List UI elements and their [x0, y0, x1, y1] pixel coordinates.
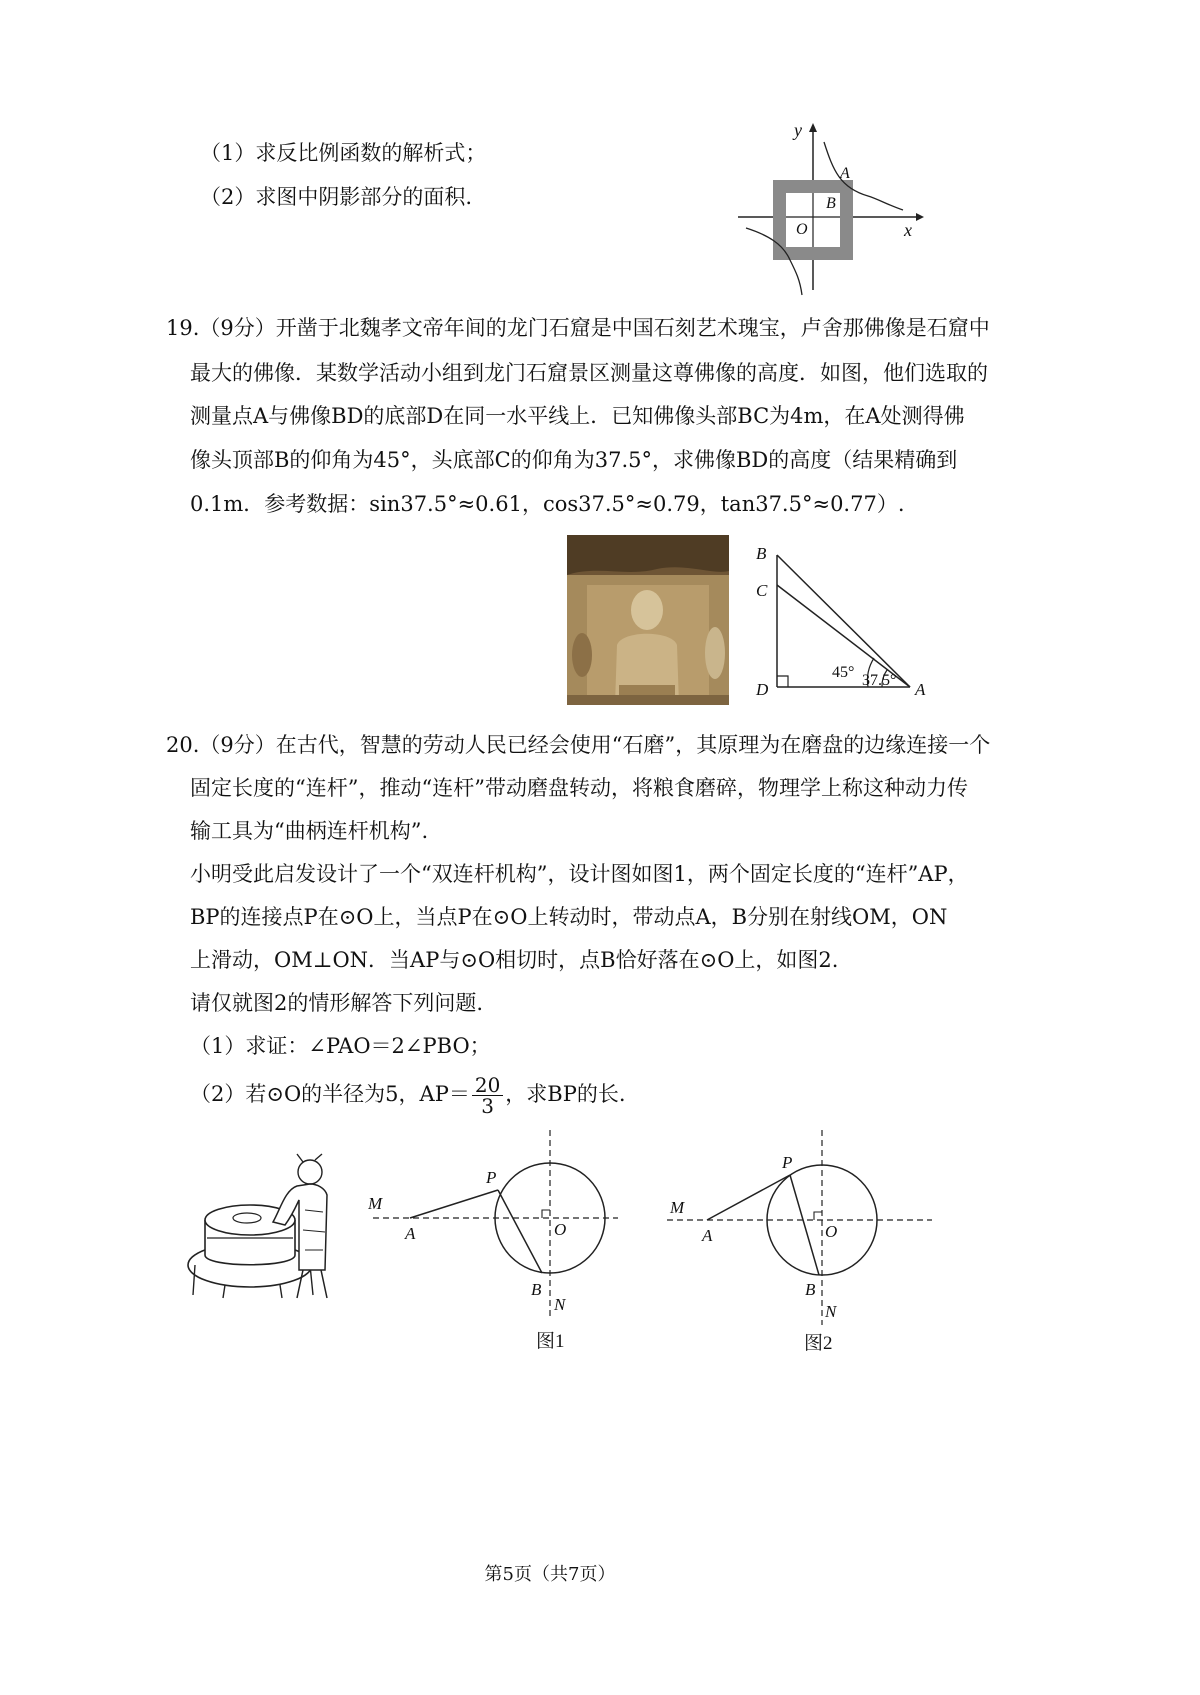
figure-1 — [368, 1125, 623, 1355]
segment-AP-tangent — [707, 1175, 790, 1220]
q20-sub1: （1）求证：∠PAO＝2∠PBO； — [190, 1034, 491, 1058]
label-M: M — [670, 1198, 685, 1217]
angle-label-45: 45° — [832, 664, 855, 681]
q20-line6: 上滑动，OM⊥ON．当AP与⊙O相切时，点B恰好落在⊙O上，如图2. — [190, 948, 839, 972]
label-y: y — [794, 120, 802, 140]
stone-mill-illustration — [185, 1150, 355, 1300]
label-C: C — [756, 581, 768, 600]
label-O: O — [554, 1220, 567, 1239]
y-axis-arrow-icon — [809, 123, 817, 132]
fraction-denominator: 3 — [481, 1094, 494, 1118]
page-footer: 第5页（共7页） — [484, 1564, 616, 1585]
label-M: M — [368, 1194, 383, 1213]
right-angle-mark — [777, 676, 788, 687]
q20-sub2-suffix: ，求BP的长. — [505, 1082, 626, 1106]
label-N: N — [825, 1302, 837, 1321]
label-O: O — [825, 1222, 838, 1241]
label-N: N — [554, 1295, 566, 1314]
label-B: B — [756, 544, 767, 563]
label-B: B — [826, 195, 836, 212]
q19-line2: 最大的佛像．某数学活动小组到龙门石窟景区测量这尊佛像的高度．如图，他们选取的 — [190, 361, 988, 385]
q19-line4: 像头顶部B的仰角为45°，头底部C的仰角为37.5°，求佛像BD的高度（结果精确到 — [190, 448, 958, 472]
fraction-20-3 — [472, 1075, 503, 1116]
buddha-photo — [567, 535, 729, 705]
label-A: A — [915, 680, 926, 699]
figure-2 — [662, 1125, 937, 1355]
right-angle-mark — [814, 1212, 822, 1220]
caption-fig2: 图2 — [804, 1333, 833, 1354]
right-angle-mark — [542, 1210, 550, 1218]
q20-line7: 请仅就图2的情形解答下列问题. — [190, 991, 484, 1015]
label-D: D — [756, 680, 769, 699]
segment-BP — [790, 1175, 819, 1275]
label-A: A — [405, 1224, 416, 1243]
q20-line3: 输工具为“曲柄连杆机构”. — [190, 819, 429, 843]
label-x: x — [904, 220, 912, 240]
label-A: A — [840, 165, 850, 182]
q20-line1: 20.（9分）在古代，智慧的劳动人民已经会使用“石磨”，其原理为在磨盘的边缘连接一个 — [166, 733, 991, 757]
q19-line5: 0.1m．参考数据：sin37.5°≈0.61，cos37.5°≈0.79，tan37.5°≈0.77）. — [190, 492, 905, 516]
q18-sub1: （1）求反比例函数的解析式； — [200, 141, 487, 165]
q20-line4: 小明受此启发设计了一个“双连杆机构”，设计图如图1，两个固定长度的“连杆”AP， — [190, 862, 969, 886]
angle-label-37-5: 37.5° — [862, 672, 897, 689]
segment-AP — [410, 1190, 498, 1218]
label-B: B — [531, 1280, 542, 1299]
q20-sub2-prefix: （2）若⊙O的半径为5，AP＝ — [190, 1082, 470, 1106]
fraction-numerator: 20 — [472, 1075, 503, 1096]
label-A: A — [702, 1226, 713, 1245]
label-P: P — [782, 1153, 793, 1172]
label-B: B — [805, 1280, 816, 1299]
q19-triangle-figure — [750, 535, 935, 705]
q20-line5: BP的连接点P在⊙O上，当点P在⊙O上转动时，带动点A，B分别在射线OM，ON — [190, 905, 948, 929]
q19-line3: 测量点A与佛像BD的底部D在同一水平线上．已知佛像头部BC为4m，在A处测得佛 — [190, 404, 965, 428]
label-P: P — [486, 1168, 497, 1187]
q20-sub2 — [190, 1072, 626, 1116]
q18-figure — [728, 110, 928, 300]
segment-BP — [498, 1190, 542, 1273]
label-O: O — [796, 221, 808, 238]
x-axis-arrow-icon — [916, 213, 924, 221]
caption-fig1: 图1 — [536, 1331, 565, 1352]
q19-line1: 19.（9分）开凿于北魏孝文帝年间的龙门石窟是中国石刻艺术瑰宝，卢舍那佛像是石窟中 — [166, 316, 990, 340]
q18-sub2: （2）求图中阴影部分的面积. — [200, 185, 473, 209]
q20-line2: 固定长度的“连杆”，推动“连杆”带动磨盘转动，将粮食磨碎，物理学上称这种动力传 — [190, 776, 968, 800]
